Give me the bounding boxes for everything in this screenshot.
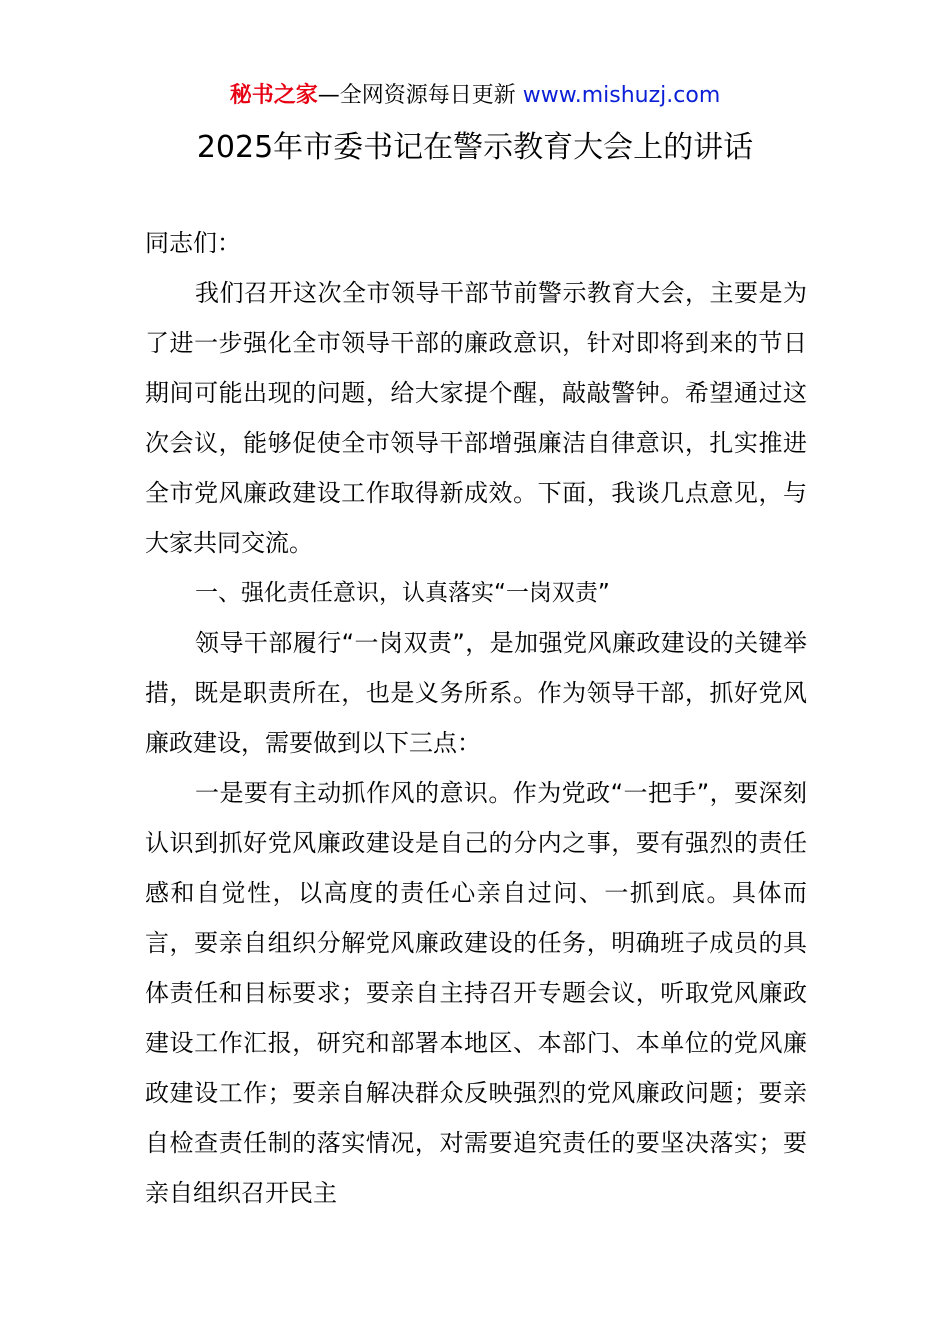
document-body (145, 218, 807, 1218)
site-url-link[interactable]: www.mishuzj.com (522, 83, 721, 108)
site-header (0, 80, 950, 112)
document-title: 2025年市委书记在警示教育大会上的讲话 (196, 130, 754, 165)
paragraph-intro: 我们召开这次全市领导干部节前警示教育大会，主要是为了进一步强化全市领导干部的廉政意识，针对即将到来的节日期间可能出现的问题，给大家提个醒，敲敲警钟。希望通过这次会议，能够促使全市领导干部增强廉洁自律意识，扎实推进全市党风廉政建设工作取得新成效。下面，我谈几点意见，与大家共同交流。 (145, 279, 807, 557)
site-brand: 秘书之家 (229, 83, 318, 108)
section-heading: 一、强化责任意识，认真落实“一岗双责” (195, 580, 610, 606)
site-tagline: —全网资源每日更新 (317, 83, 523, 108)
paragraph-section-intro: 领导干部履行“一岗双责”，是加强党风廉政建设的关键举措，既是职责所在，也是义务所系。作为领导干部，抓好党风廉政建设，需要做到以下三点： (145, 629, 807, 757)
paragraph-point-one: 一是要有主动抓作风的意识。作为党政“一把手”，要深刻认识到抓好党风廉政建设是自己的分内之事，要有强烈的责任感和自觉性，以高度的责任心亲自过问、一抓到底。具体而言，要亲自组织分解党风廉政建设的任务，明确班子成员的具体责任和目标要求；要亲自主持召开专题会议，听取党风廉政建设工作汇报，研究和部署本地区、本部门、本单位的党风廉政建设工作；要亲自解决群众反映强烈的党风廉政问题；要亲自检查责任制的落实情况，对需要追究责任的要坚决落实；要亲自组织召开民主 (145, 779, 807, 1207)
salutation: 同志们： (145, 229, 241, 257)
